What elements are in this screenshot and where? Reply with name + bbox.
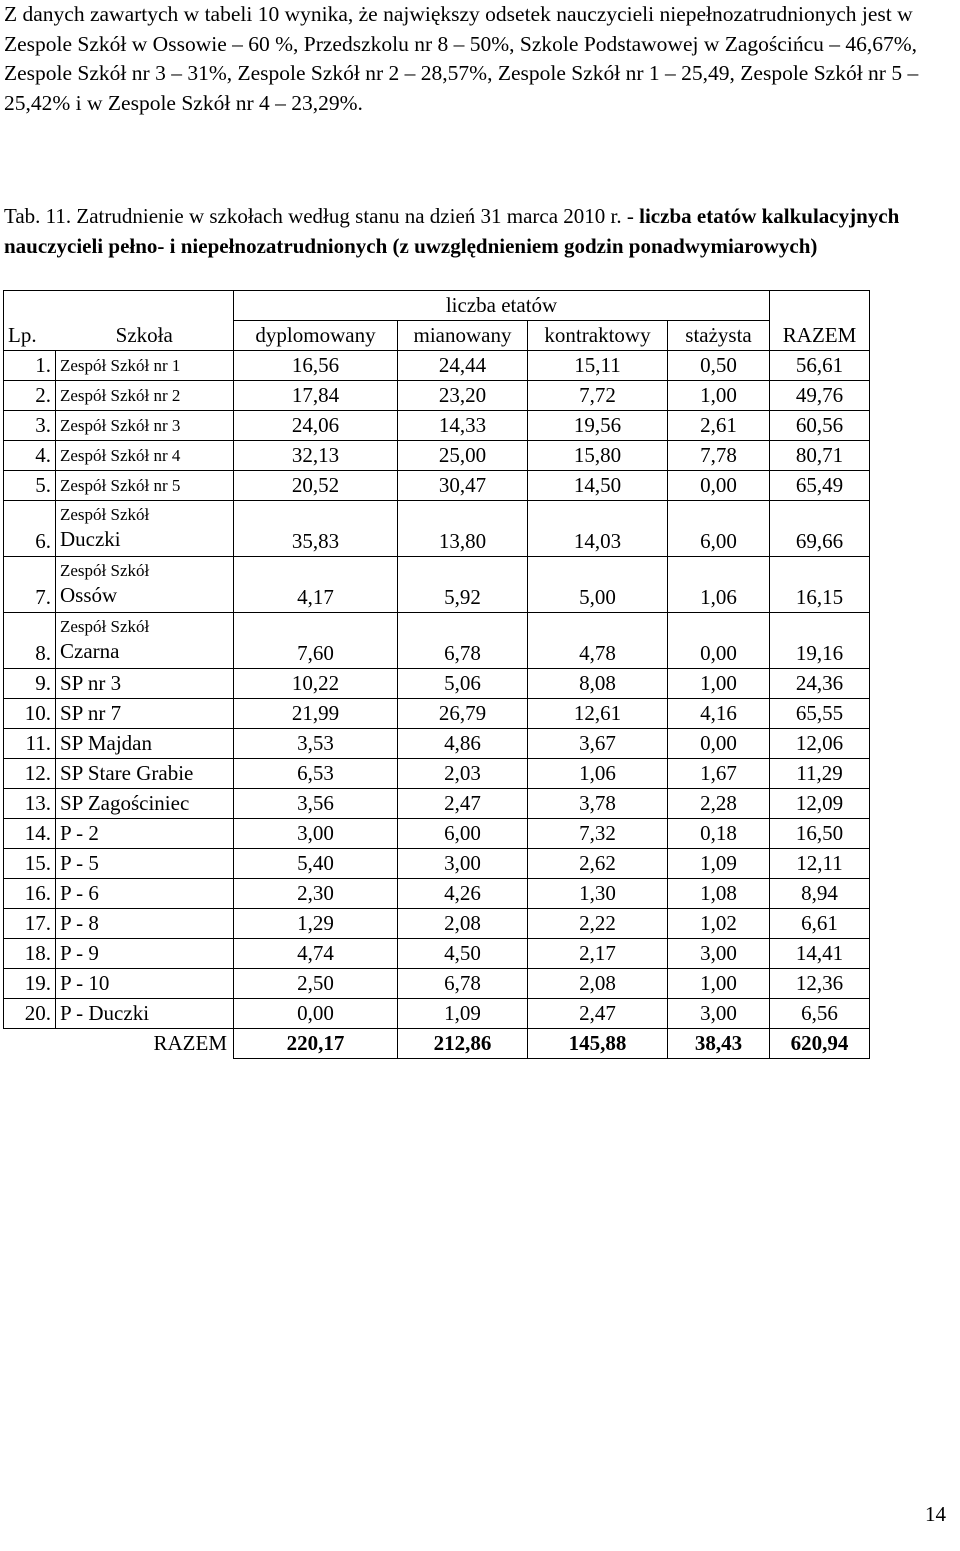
row-kontraktowy: 8,08 xyxy=(528,669,668,699)
row-lp: 5. xyxy=(4,471,56,501)
table-row xyxy=(4,669,870,699)
row-school: P - 6 xyxy=(56,879,234,909)
row-mianowany: 1,09 xyxy=(398,999,528,1029)
row-school xyxy=(56,613,234,669)
row-dyplomowany: 7,60 xyxy=(234,613,398,669)
row-kontraktowy: 15,11 xyxy=(528,351,668,381)
row-lp: 9. xyxy=(4,669,56,699)
row-mianowany: 3,00 xyxy=(398,849,528,879)
row-kontraktowy: 4,78 xyxy=(528,613,668,669)
row-dyplomowany: 6,53 xyxy=(234,759,398,789)
row-kontraktowy: 7,32 xyxy=(528,819,668,849)
row-razem: 19,16 xyxy=(770,613,870,669)
row-school: Zespół Szkół nr 3 xyxy=(56,411,234,441)
row-mianowany: 23,20 xyxy=(398,381,528,411)
row-school: P - 8 xyxy=(56,909,234,939)
row-school: P - 10 xyxy=(56,969,234,999)
header-empty-razem xyxy=(770,291,870,321)
total-row xyxy=(4,1029,870,1059)
row-dyplomowany: 32,13 xyxy=(234,441,398,471)
row-mianowany: 4,26 xyxy=(398,879,528,909)
table-row xyxy=(4,411,870,441)
row-school: P - 5 xyxy=(56,849,234,879)
row-razem: 24,36 xyxy=(770,669,870,699)
row-school-bottom: Ossów xyxy=(60,583,118,607)
page-number: 14 xyxy=(925,1502,946,1526)
row-dyplomowany: 3,56 xyxy=(234,789,398,819)
row-stazysta: 1,08 xyxy=(668,879,770,909)
row-kontraktowy: 15,80 xyxy=(528,441,668,471)
row-lp: 12. xyxy=(4,759,56,789)
row-stazysta: 7,78 xyxy=(668,441,770,471)
row-mianowany: 30,47 xyxy=(398,471,528,501)
row-kontraktowy: 2,22 xyxy=(528,909,668,939)
row-razem: 12,11 xyxy=(770,849,870,879)
row-lp: 13. xyxy=(4,789,56,819)
row-mianowany: 4,86 xyxy=(398,729,528,759)
row-kontraktowy: 14,03 xyxy=(528,501,668,557)
row-stazysta: 3,00 xyxy=(668,999,770,1029)
row-kontraktowy: 2,47 xyxy=(528,999,668,1029)
row-stazysta: 0,18 xyxy=(668,819,770,849)
header-empty-lp xyxy=(4,291,56,321)
table-row xyxy=(4,351,870,381)
row-school xyxy=(56,501,234,557)
table-caption xyxy=(4,202,952,261)
row-school: SP nr 7 xyxy=(56,699,234,729)
row-school: P - Duczki xyxy=(56,999,234,1029)
table-row xyxy=(4,557,870,613)
row-dyplomowany: 4,74 xyxy=(234,939,398,969)
row-stazysta: 4,16 xyxy=(668,699,770,729)
row-school: SP Zagościniec xyxy=(56,789,234,819)
table-row xyxy=(4,789,870,819)
row-dyplomowany: 17,84 xyxy=(234,381,398,411)
header-kontraktowy: kontraktowy xyxy=(528,321,668,351)
row-kontraktowy: 12,61 xyxy=(528,699,668,729)
table-row xyxy=(4,969,870,999)
row-mianowany: 5,92 xyxy=(398,557,528,613)
row-mianowany: 25,00 xyxy=(398,441,528,471)
header-row-columns xyxy=(4,321,870,351)
row-lp: 19. xyxy=(4,969,56,999)
caption-normal: Tab. 11. Zatrudnienie w szkołach według stanu na dzień 31 marca 2010 r. - xyxy=(4,204,640,228)
header-lp: Lp. xyxy=(4,321,56,351)
table-row xyxy=(4,909,870,939)
row-mianowany: 2,47 xyxy=(398,789,528,819)
caption-bold: liczba etatów kalkulacyjnych nauczycieli pełno- i niepełnozatrudnionych (z uwzględnieniem godzin ponadwymiarowych) xyxy=(4,204,900,258)
row-school: Zespół Szkół nr 1 xyxy=(56,351,234,381)
table-row xyxy=(4,441,870,471)
total-empty xyxy=(4,1029,56,1059)
row-lp: 18. xyxy=(4,939,56,969)
row-lp: 14. xyxy=(4,819,56,849)
row-dyplomowany: 16,56 xyxy=(234,351,398,381)
row-razem: 6,61 xyxy=(770,909,870,939)
row-mianowany: 6,78 xyxy=(398,613,528,669)
row-lp: 8. xyxy=(4,613,56,669)
table-row xyxy=(4,819,870,849)
row-razem: 16,15 xyxy=(770,557,870,613)
row-dyplomowany: 20,52 xyxy=(234,471,398,501)
row-dyplomowany: 2,30 xyxy=(234,879,398,909)
row-lp: 3. xyxy=(4,411,56,441)
row-stazysta: 0,00 xyxy=(668,471,770,501)
row-stazysta: 2,28 xyxy=(668,789,770,819)
row-mianowany: 2,08 xyxy=(398,909,528,939)
header-stazysta: stażysta xyxy=(668,321,770,351)
row-stazysta: 0,00 xyxy=(668,613,770,669)
total-razem: 620,94 xyxy=(770,1029,870,1059)
row-lp: 17. xyxy=(4,909,56,939)
row-dyplomowany: 24,06 xyxy=(234,411,398,441)
row-mianowany: 6,00 xyxy=(398,819,528,849)
row-dyplomowany: 1,29 xyxy=(234,909,398,939)
row-school xyxy=(56,557,234,613)
table-row xyxy=(4,879,870,909)
row-mianowany: 2,03 xyxy=(398,759,528,789)
row-school: SP Stare Grabie xyxy=(56,759,234,789)
table-row xyxy=(4,471,870,501)
row-razem: 12,06 xyxy=(770,729,870,759)
row-school-bottom: Duczki xyxy=(60,527,121,551)
intro-paragraph: Z danych zawartych w tabeli 10 wynika, że największy odsetek nauczycieli niepełnozatrudnionych jest w Zespole Szkół w Ossowie – 60 %, Przedszkolu nr 8 – 50%, Szkole Podstawowej w Zagościńcu – 46,67%, Zespole Szkół nr 3 – 31%, Zespole Szkół nr 2 – 28,57%, Zespole Szkół nr 1 – 25,49, Zespole Szkół nr 5 – 25,42% i w Zespole Szkół nr 4 – 23,29%. xyxy=(4,2,919,115)
header-mianowany: mianowany xyxy=(398,321,528,351)
row-razem: 60,56 xyxy=(770,411,870,441)
row-mianowany: 26,79 xyxy=(398,699,528,729)
row-dyplomowany: 35,83 xyxy=(234,501,398,557)
row-dyplomowany: 4,17 xyxy=(234,557,398,613)
table-row xyxy=(4,849,870,879)
row-stazysta: 1,02 xyxy=(668,909,770,939)
row-razem: 14,41 xyxy=(770,939,870,969)
row-school-top: Zespół Szkół xyxy=(60,505,150,524)
row-kontraktowy: 2,17 xyxy=(528,939,668,969)
header-school: Szkoła xyxy=(56,321,234,351)
row-lp: 6. xyxy=(4,501,56,557)
row-stazysta: 1,09 xyxy=(668,849,770,879)
row-kontraktowy: 1,30 xyxy=(528,879,668,909)
row-lp: 1. xyxy=(4,351,56,381)
row-lp: 4. xyxy=(4,441,56,471)
row-stazysta: 3,00 xyxy=(668,939,770,969)
row-school: SP nr 3 xyxy=(56,669,234,699)
row-mianowany: 24,44 xyxy=(398,351,528,381)
row-razem: 12,09 xyxy=(770,789,870,819)
row-stazysta: 1,00 xyxy=(668,669,770,699)
row-dyplomowany: 3,00 xyxy=(234,819,398,849)
row-kontraktowy: 19,56 xyxy=(528,411,668,441)
row-lp: 15. xyxy=(4,849,56,879)
row-kontraktowy: 14,50 xyxy=(528,471,668,501)
row-kontraktowy: 2,08 xyxy=(528,969,668,999)
table-row xyxy=(4,699,870,729)
staffing-table xyxy=(3,290,870,1059)
row-stazysta: 2,61 xyxy=(668,411,770,441)
row-school: SP Majdan xyxy=(56,729,234,759)
table-row xyxy=(4,613,870,669)
table-row xyxy=(4,939,870,969)
row-kontraktowy: 3,67 xyxy=(528,729,668,759)
row-school: Zespół Szkół nr 4 xyxy=(56,441,234,471)
row-stazysta: 0,00 xyxy=(668,729,770,759)
row-dyplomowany: 21,99 xyxy=(234,699,398,729)
row-lp: 20. xyxy=(4,999,56,1029)
header-empty-school xyxy=(56,291,234,321)
row-dyplomowany: 0,00 xyxy=(234,999,398,1029)
row-mianowany: 13,80 xyxy=(398,501,528,557)
row-razem: 65,55 xyxy=(770,699,870,729)
row-stazysta: 1,06 xyxy=(668,557,770,613)
row-razem: 16,50 xyxy=(770,819,870,849)
header-dyplomowany: dyplomowany xyxy=(234,321,398,351)
header-row-group xyxy=(4,291,870,321)
row-school: P - 2 xyxy=(56,819,234,849)
row-lp: 16. xyxy=(4,879,56,909)
row-kontraktowy: 5,00 xyxy=(528,557,668,613)
row-school-bottom: Czarna xyxy=(60,639,120,663)
row-kontraktowy: 3,78 xyxy=(528,789,668,819)
row-lp: 11. xyxy=(4,729,56,759)
row-razem: 6,56 xyxy=(770,999,870,1029)
row-kontraktowy: 1,06 xyxy=(528,759,668,789)
total-stazysta: 38,43 xyxy=(668,1029,770,1059)
header-liczba-etatow: liczba etatów xyxy=(234,291,770,321)
total-dyplomowany: 220,17 xyxy=(234,1029,398,1059)
row-stazysta: 0,50 xyxy=(668,351,770,381)
row-lp: 10. xyxy=(4,699,56,729)
table-row xyxy=(4,501,870,557)
table-row xyxy=(4,999,870,1029)
row-stazysta: 1,00 xyxy=(668,381,770,411)
total-label: RAZEM xyxy=(56,1029,234,1059)
row-razem: 12,36 xyxy=(770,969,870,999)
row-school: P - 9 xyxy=(56,939,234,969)
row-razem: 69,66 xyxy=(770,501,870,557)
row-stazysta: 1,00 xyxy=(668,969,770,999)
row-razem: 49,76 xyxy=(770,381,870,411)
row-school-top: Zespół Szkół xyxy=(60,561,150,580)
row-razem: 65,49 xyxy=(770,471,870,501)
row-razem: 8,94 xyxy=(770,879,870,909)
total-mianowany: 212,86 xyxy=(398,1029,528,1059)
table-row xyxy=(4,759,870,789)
table-row xyxy=(4,381,870,411)
row-mianowany: 4,50 xyxy=(398,939,528,969)
row-school: Zespół Szkół nr 5 xyxy=(56,471,234,501)
row-razem: 11,29 xyxy=(770,759,870,789)
row-razem: 80,71 xyxy=(770,441,870,471)
row-school: Zespół Szkół nr 2 xyxy=(56,381,234,411)
table-row xyxy=(4,729,870,759)
row-mianowany: 6,78 xyxy=(398,969,528,999)
row-dyplomowany: 2,50 xyxy=(234,969,398,999)
row-mianowany: 14,33 xyxy=(398,411,528,441)
row-kontraktowy: 7,72 xyxy=(528,381,668,411)
total-kontraktowy: 145,88 xyxy=(528,1029,668,1059)
row-razem: 56,61 xyxy=(770,351,870,381)
row-dyplomowany: 10,22 xyxy=(234,669,398,699)
row-dyplomowany: 3,53 xyxy=(234,729,398,759)
row-dyplomowany: 5,40 xyxy=(234,849,398,879)
row-mianowany: 5,06 xyxy=(398,669,528,699)
row-lp: 2. xyxy=(4,381,56,411)
header-razem: RAZEM xyxy=(770,321,870,351)
row-lp: 7. xyxy=(4,557,56,613)
row-stazysta: 6,00 xyxy=(668,501,770,557)
row-school-top: Zespół Szkół xyxy=(60,617,150,636)
row-stazysta: 1,67 xyxy=(668,759,770,789)
row-kontraktowy: 2,62 xyxy=(528,849,668,879)
